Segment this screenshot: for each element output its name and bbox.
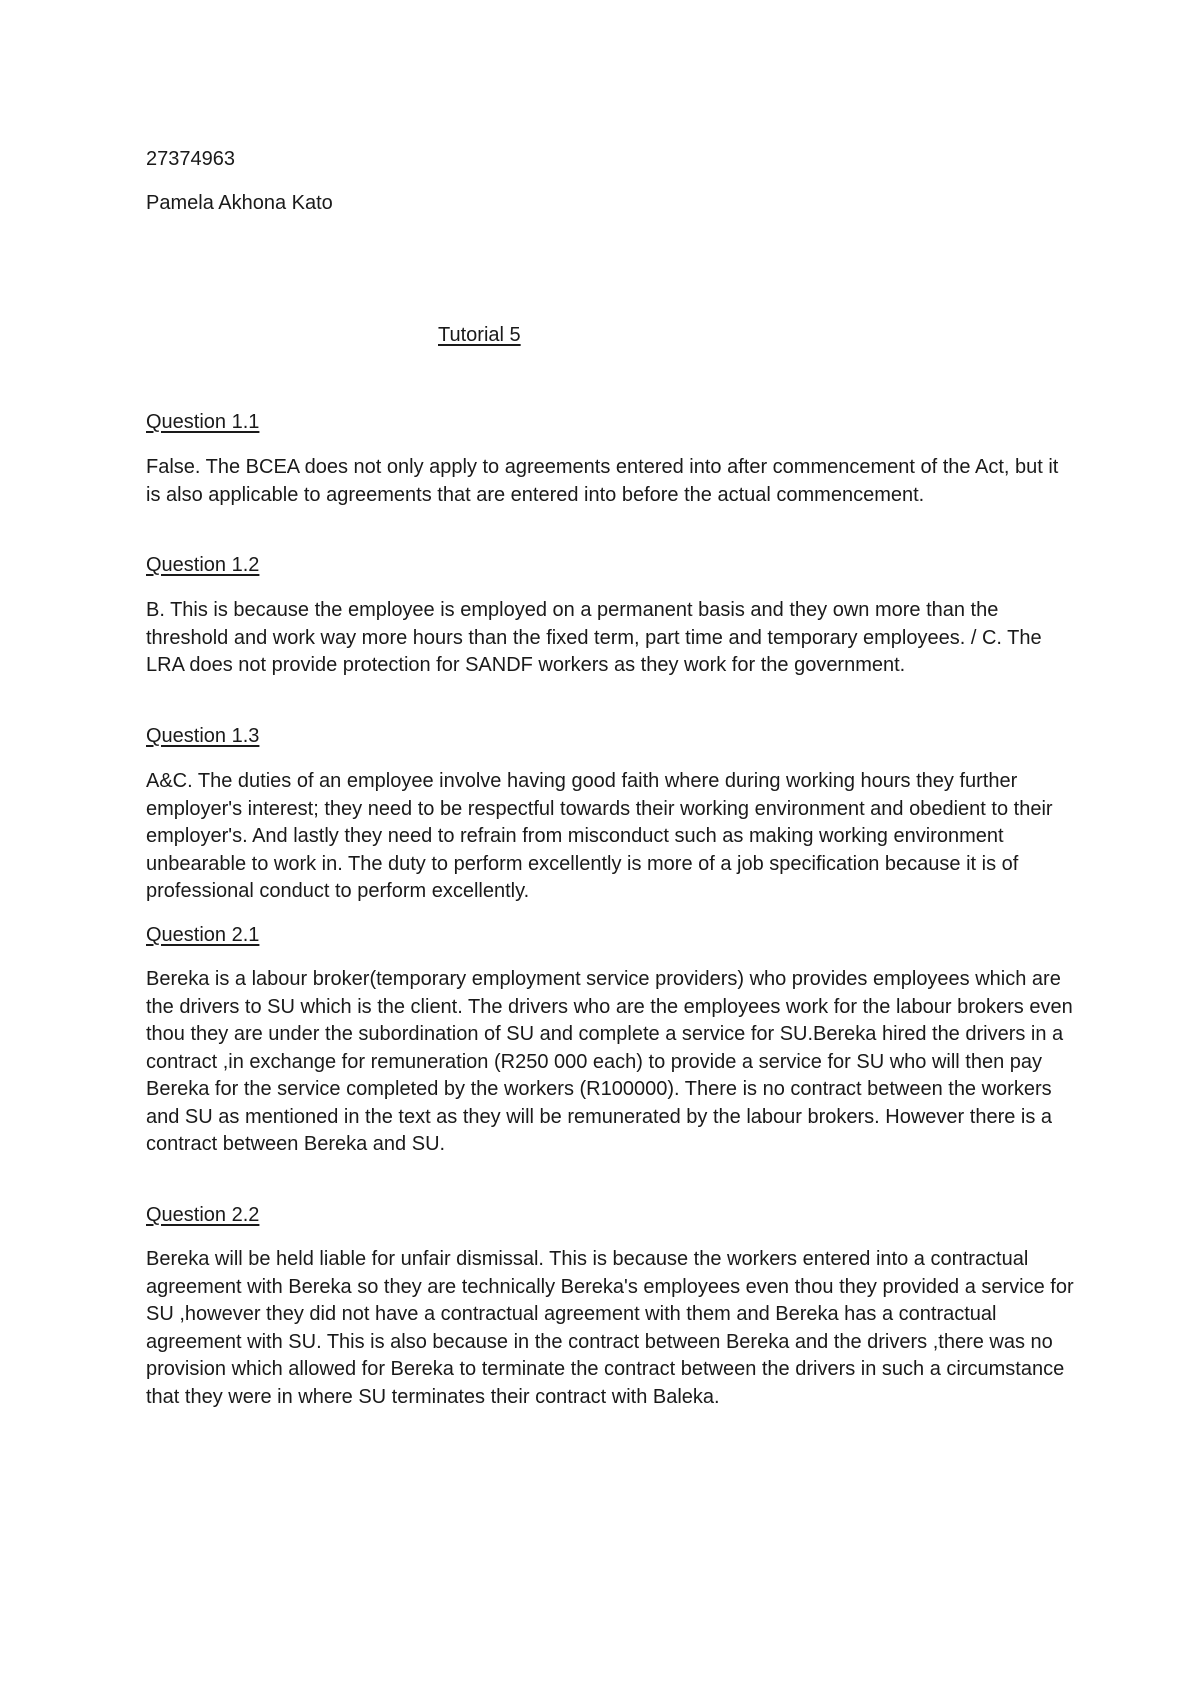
question-2-1-heading: Question 2.1 [146, 924, 260, 946]
question-2-1-answer: Bereka is a labour broker(temporary employment service providers) who provides employees which are the drivers to SU which is the client. The drivers who are the employees work for the labour brokers even thou they are under the subordination of SU and complete a service for SU.Bereka hired the drivers in a contract ,in exchange for remuneration (R250 000 each) to provide a service for SU who will then pay Bereka for the service completed by the workers (R100000). There is no contract between the workers and SU as mentioned in the text as they will be remunerated by the labour brokers. However there is a contract between Bereka and SU. [146, 968, 1073, 1155]
question-1-1-answer: False. The BCEA does not only apply to agreements entered into after commencement of the Act, but it is also applicable to agreements that are entered into before the actual commencement. [146, 456, 1059, 506]
question-2-2-heading: Question 2.2 [146, 1204, 260, 1226]
question-1-3-heading: Question 1.3 [146, 725, 260, 747]
question-1-3-answer: A&C. The duties of an employee involve having good faith where during working hours they further employer's interest; they need to be respectful towards their working environment and obedient to their employer's. And lastly they need to refrain from misconduct such as making working environment unbearable to work in. The duty to perform excellently is more of a job specification because it is of professional conduct to perform excellently. [146, 770, 1053, 902]
question-1-2-heading: Question 1.2 [146, 554, 260, 576]
question-1-2-answer: B. This is because the employee is employed on a permanent basis and they own more than the threshold and work way more hours than the fixed term, part time and temporary employees. / C. The LRA does not provide protection for SANDF workers as they work for the government. [146, 599, 1042, 676]
student-name: Pamela Akhona Kato [146, 192, 333, 214]
question-1-1-heading: Question 1.1 [146, 411, 260, 433]
document-title: Tutorial 5 [438, 324, 521, 346]
student-number: 27374963 [146, 148, 235, 170]
question-2-2-answer: Bereka will be held liable for unfair dismissal. This is because the workers entered into a contractual agreement with Bereka so they are technically Bereka's employees even thou they provided a service for SU ,however they did not have a contractual agreement with them and Bereka has a contractual agreement with SU. This is also because in the contract between Bereka and the drivers ,there was no provision which allowed for Bereka to terminate the contract between the drivers in such a circumstance that they were in where SU terminates their contract with Baleka. [146, 1248, 1074, 1408]
